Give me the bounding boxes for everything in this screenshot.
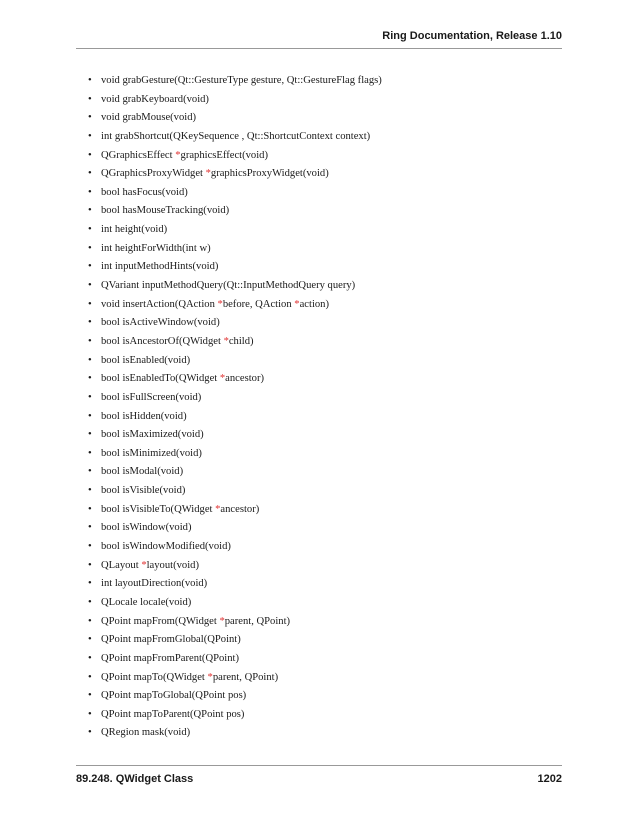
bullet-icon: • xyxy=(88,559,92,571)
method-list xyxy=(88,72,382,743)
method-signature: QLocale locale(void) xyxy=(101,596,192,608)
header-divider xyxy=(76,48,562,49)
method-signature: bool isWindowModified(void) xyxy=(101,541,231,553)
bullet-icon: • xyxy=(88,652,92,664)
page-header-title: Ring Documentation, Release 1.10 xyxy=(382,30,562,42)
bullet-icon: • xyxy=(88,261,92,273)
method-list-item xyxy=(88,258,382,277)
method-list-item xyxy=(88,91,382,110)
method-list-item xyxy=(88,594,382,613)
bullet-icon: • xyxy=(88,354,92,366)
method-list-item xyxy=(88,501,382,520)
method-signature: bool isVisible(void) xyxy=(101,485,186,497)
bullet-icon: • xyxy=(88,298,92,310)
method-signature: bool isWindow(void) xyxy=(101,522,192,534)
method-list-item xyxy=(88,631,382,650)
method-signature: bool isFullScreen(void) xyxy=(101,391,202,403)
method-signature: bool isAncestorOf(QWidget *child) xyxy=(101,335,254,347)
method-signature: void grabKeyboard(void) xyxy=(101,93,209,105)
method-signature: int layoutDirection(void) xyxy=(101,578,208,590)
method-signature: int inputMethodHints(void) xyxy=(101,261,219,273)
bullet-icon: • xyxy=(88,485,92,497)
method-list-item xyxy=(88,445,382,464)
method-list-item xyxy=(88,165,382,184)
bullet-icon: • xyxy=(88,317,92,329)
method-list-item xyxy=(88,575,382,594)
bullet-icon: • xyxy=(88,466,92,478)
method-list-item xyxy=(88,202,382,221)
method-signature: QGraphicsProxyWidget *graphicsProxyWidget(void) xyxy=(101,168,329,180)
bullet-icon: • xyxy=(88,727,92,739)
method-list-item xyxy=(88,221,382,240)
bullet-icon: • xyxy=(88,541,92,553)
method-signature: QGraphicsEffect *graphicsEffect(void) xyxy=(101,149,268,161)
method-signature: bool isMaximized(void) xyxy=(101,429,204,441)
method-signature: QPoint mapTo(QWidget *parent, QPoint) xyxy=(101,671,279,683)
method-signature: bool isEnabled(void) xyxy=(101,354,191,366)
bullet-icon: • xyxy=(88,578,92,590)
bullet-icon: • xyxy=(88,112,92,124)
method-signature: void grabGesture(Qt::GestureType gesture, Qt::GestureFlag flags) xyxy=(101,75,382,86)
method-signature: void grabMouse(void) xyxy=(101,112,197,124)
bullet-icon: • xyxy=(88,224,92,236)
method-list-item xyxy=(88,687,382,706)
method-list-item xyxy=(88,296,382,315)
method-list-item xyxy=(88,389,382,408)
bullet-icon: • xyxy=(88,186,92,198)
method-signature: QVariant inputMethodQuery(Qt::InputMethodQuery query) xyxy=(101,280,356,292)
bullet-icon: • xyxy=(88,242,92,254)
method-list-item xyxy=(88,408,382,427)
method-signature: int heightForWidth(int w) xyxy=(101,242,211,254)
method-signature: bool hasMouseTracking(void) xyxy=(101,205,230,217)
method-signature: bool isMinimized(void) xyxy=(101,447,202,459)
bullet-icon: • xyxy=(88,130,92,142)
method-list-item xyxy=(88,352,382,371)
method-list-item xyxy=(88,613,382,632)
bullet-icon: • xyxy=(88,596,92,608)
method-signature: int height(void) xyxy=(101,224,168,236)
bullet-icon: • xyxy=(88,205,92,217)
method-list-item xyxy=(88,128,382,147)
footer-divider xyxy=(76,765,562,766)
bullet-icon: • xyxy=(88,708,92,720)
method-list-item xyxy=(88,706,382,725)
bullet-icon: • xyxy=(88,615,92,627)
bullet-icon: • xyxy=(88,429,92,441)
method-signature: QRegion mask(void) xyxy=(101,727,191,739)
method-list-item xyxy=(88,724,382,743)
bullet-icon: • xyxy=(88,503,92,515)
method-list-item xyxy=(88,538,382,557)
method-list-item xyxy=(88,147,382,166)
method-signature: QPoint mapToParent(QPoint pos) xyxy=(101,708,245,720)
bullet-icon: • xyxy=(88,149,92,161)
method-signature: bool hasFocus(void) xyxy=(101,186,188,198)
bullet-icon: • xyxy=(88,335,92,347)
bullet-icon: • xyxy=(88,168,92,180)
method-signature: int grabShortcut(QKeySequence , Qt::ShortcutContext context) xyxy=(101,130,371,142)
method-list-item xyxy=(88,650,382,669)
method-list-item xyxy=(88,240,382,259)
method-list-item xyxy=(88,557,382,576)
method-signature: bool isVisibleTo(QWidget *ancestor) xyxy=(101,503,260,515)
bullet-icon: • xyxy=(88,522,92,534)
footer-page-number: 1202 xyxy=(537,773,562,785)
method-list-item xyxy=(88,72,382,91)
method-signature: QLayout *layout(void) xyxy=(101,559,199,571)
bullet-icon: • xyxy=(88,280,92,292)
method-list-item xyxy=(88,109,382,128)
method-list-item xyxy=(88,519,382,538)
method-list-item xyxy=(88,426,382,445)
method-list-item xyxy=(88,314,382,333)
method-signature: QPoint mapToGlobal(QPoint pos) xyxy=(101,690,247,702)
method-signature: bool isHidden(void) xyxy=(101,410,187,422)
method-signature: bool isEnabledTo(QWidget *ancestor) xyxy=(101,373,264,385)
method-signature: bool isModal(void) xyxy=(101,466,184,478)
bullet-icon: • xyxy=(88,373,92,385)
method-signature: QPoint mapFromGlobal(QPoint) xyxy=(101,634,241,646)
method-list-item xyxy=(88,277,382,296)
bullet-icon: • xyxy=(88,634,92,646)
bullet-icon: • xyxy=(88,447,92,459)
bullet-icon: • xyxy=(88,410,92,422)
method-list-item xyxy=(88,333,382,352)
method-list-item xyxy=(88,370,382,389)
bullet-icon: • xyxy=(88,75,92,86)
method-signature: void insertAction(QAction *before, QAction *action) xyxy=(101,298,330,310)
bullet-icon: • xyxy=(88,671,92,683)
method-signature: QPoint mapFromParent(QPoint) xyxy=(101,652,240,664)
method-list-item xyxy=(88,669,382,688)
method-list-item xyxy=(88,463,382,482)
bullet-icon: • xyxy=(88,391,92,403)
method-list-item xyxy=(88,184,382,203)
footer-section-title: 89.248. QWidget Class xyxy=(76,773,194,785)
bullet-icon: • xyxy=(88,93,92,105)
method-signature: bool isActiveWindow(void) xyxy=(101,317,220,329)
bullet-icon: • xyxy=(88,690,92,702)
method-signature: QPoint mapFrom(QWidget *parent, QPoint) xyxy=(101,615,291,627)
method-list-item xyxy=(88,482,382,501)
